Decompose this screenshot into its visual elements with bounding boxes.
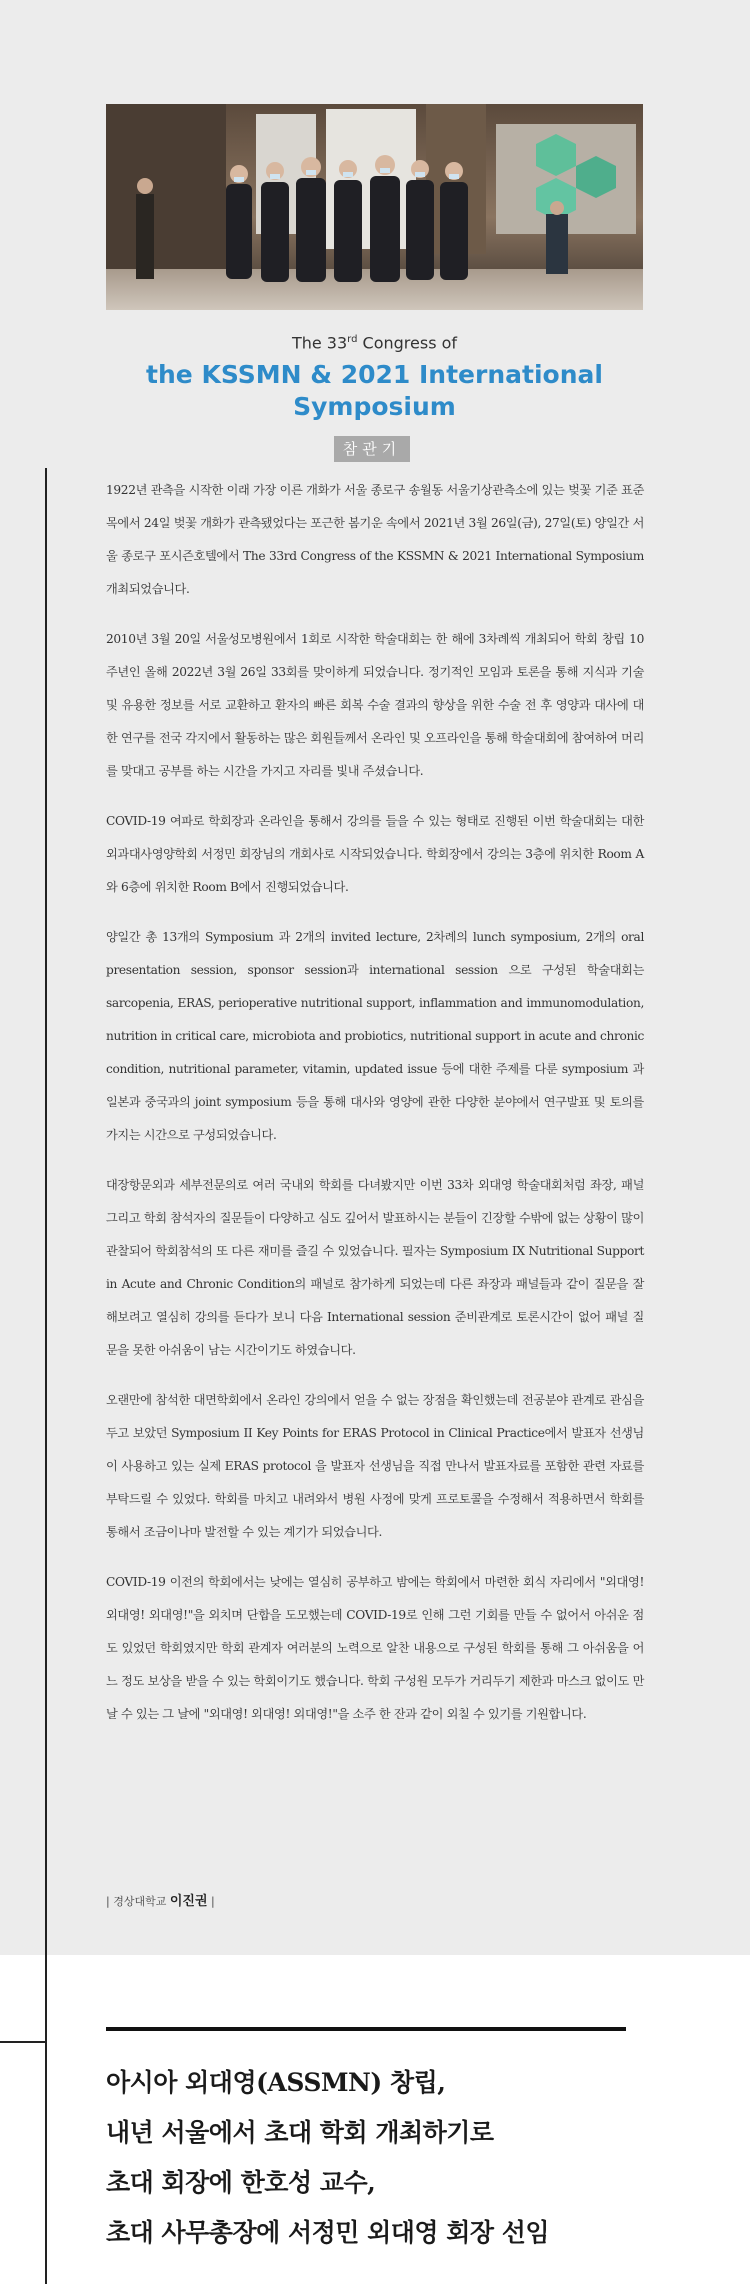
congress-ordinal: rd	[347, 334, 358, 345]
paragraph: 양일간 총 13개의 Symposium 과 2개의 invited lecture, 2차례의 lunch symposium, 2개의 oral presentation session, sponsor session과 international session 으로 구성된 학술대회는 sarcopenia, ERAS, perioperative nutritional support, inflammation and immunomodulation, nutrition in critical care, microbiota and probiotics, nutritional support in acute and chronic condition, nutritional parameter, vitamin, updated issue 등에 대한 주제를 다룬 symposium 과 일본과 중국과의 joint symposium 등을 통해 대사와 영양에 관한 다양한 분야에서 연구발표 및 토의를 가지는 시간으로 구성되었습니다.	[106, 930, 644, 1142]
congress-heading	[106, 330, 643, 423]
headline-line: 초대 사무총장에 서정민 외대영 회장 선임	[106, 2218, 550, 2247]
congress-title-line-2: Symposium	[293, 392, 456, 422]
paragraph: 1922년 관측을 시작한 이래 가장 이른 개화가 서울 종로구 송월동 서울기상관측소에 있는 벚꽃 기준 표준목에서 24일 벚꽃 개화가 관측됐었다는 포근한 봄기운 속에서 2021년 3월 26일(금), 27일(토) 양일간 서울 종로구 포시즌호텔에서 The 33rd Congress of the KSSMN & 2021 International Symposium 개최되었습니다.	[106, 483, 644, 596]
author-affiliation: | 경상대학교	[106, 1895, 167, 1908]
congress-subtitle	[106, 330, 643, 353]
paragraph: 2010년 3월 20일 서울성모병원에서 1회로 시작한 학술대회는 한 해에 3차례씩 개최되어 학회 창립 10주년인 올해 2022년 3월 26일 33회를 맞이하게 되었습니다. 정기적인 모임과 토론을 통해 지식과 기술 및 유용한 정보를 서로 교환하고 환자의 빠른 회복 수술 결과의 향상을 위한 수술 전 후 영양과 대사에 대한 연구를 전국 각지에서 활동하는 많은 회원들께서 온라인 및 오프라인을 통해 학술대회에 참여하여 머리를 맞대고 공부를 하는 시간을 가지고 자리를 빛내 주셨습니다.	[106, 632, 644, 778]
left-connector-rule	[0, 2041, 46, 2043]
paragraph: COVID-19 여파로 학회장과 온라인을 통해서 강의를 들을 수 있는 형태로 진행된 이번 학술대회는 대한외과대사영양학회 서정민 회장님의 개회사로 시작되었습니다. 학회장에서 강의는 3층에 위치한 Room A 와 6층에 위치한 Room B에서 진행되었습니다.	[106, 814, 644, 894]
left-vertical-rule	[45, 468, 47, 2284]
headline-top-rule	[106, 2027, 626, 2031]
author-byline	[106, 1890, 215, 1909]
section-badge: 참관기	[334, 436, 410, 462]
paragraph: 오랜만에 참석한 대면학회에서 온라인 강의에서 얻을 수 없는 장점을 확인했는데 전공분야 관계로 관심을 두고 보았던 Symposium II Key Points for ERAS Protocol in Clinical Practice에서 발표자 선생님이 사용하고 있는 실제 ERAS protocol 을 발표자 선생님을 직접 만나서 발표자료를 포함한 관련 자료를 부탁드릴 수 있었다. 학회를 마치고 내려와서 병원 사정에 맞게 프로토콜을 수정해서 적용하면서 학회를 통해서 조금이나마 발전할 수 있는 계기가 되었습니다.	[106, 1393, 644, 1539]
next-article-headline	[106, 2058, 706, 2258]
congress-title	[106, 359, 643, 423]
author-name: 이진권	[169, 1894, 208, 1909]
group-photo-illustration	[106, 104, 643, 310]
congress-suffix: Congress of	[357, 333, 458, 353]
headline-line: 초대 회장에 한호성 교수,	[106, 2168, 376, 2197]
byline-end-mark: |	[211, 1895, 215, 1908]
article-body	[106, 474, 644, 1748]
paragraph: 대장항문외과 세부전문의로 여러 국내외 학회를 다녀봤지만 이번 33차 외대영 학술대회처럼 좌장, 패널 그리고 학회 참석자의 질문들이 다양하고 심도 깊어서 발표하시는 분들이 긴장할 수밖에 없는 상황이 많이 관찰되어 학회참석의 또 다른 재미를 즐길 수 있었습니다. 필자는 Symposium IX Nutritional Support in Acute and Chronic Condition의 패널로 참가하게 되었는데 다른 좌장과 패널들과 같이 질문을 잘 해보려고 열심히 강의를 듣다가 보니 다음 International session 준비관계로 토론시간이 없어 패널 질문을 못한 아쉬움이 남는 시간이기도 하였습니다.	[106, 1178, 644, 1357]
headline-line: 내년 서울에서 초대 학회 개최하기로	[106, 2118, 494, 2147]
headline-line: 아시아 외대영(ASSMN) 창립,	[106, 2068, 446, 2097]
group-photo	[106, 104, 643, 310]
congress-prefix: The 33	[291, 333, 348, 353]
paragraph: COVID-19 이전의 학회에서는 낮에는 열심히 공부하고 밤에는 학회에서 마련한 회식 자리에서 "외대영! 외대영! 외대영!"을 외치며 단합을 도모했는데 COVID-19로 인해 그런 기회를 만들 수 없어서 아쉬운 점도 있었던 학회였지만 학회 관계자 여러분의 노력으로 알찬 내용으로 구성된 학회를 통해 그 아쉬움을 어느 정도 보상을 받을 수 있는 학회이기도 했습니다. 학회 구성원 모두가 거리두기 제한과 마스크 없이도 만날 수 있는 그 날에 "외대영! 외대영! 외대영!"을 소주 한 잔과 같이 외칠 수 있기를 기원합니다.	[106, 1575, 644, 1721]
congress-title-line-1: the KSSMN & 2021 International	[146, 360, 603, 390]
